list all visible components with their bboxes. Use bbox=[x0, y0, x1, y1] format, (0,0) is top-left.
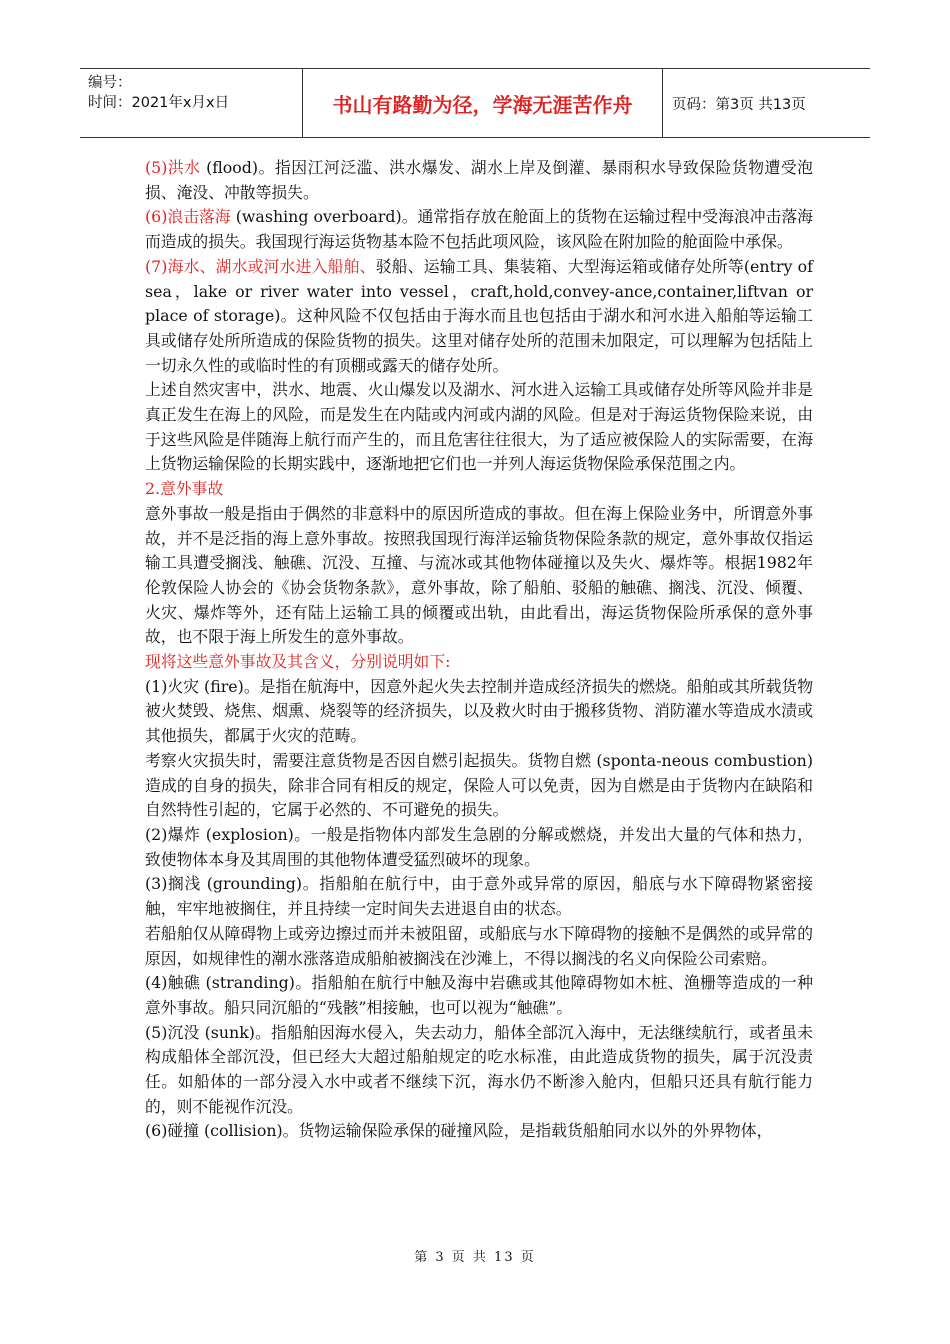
paragraph-text: (6)碰撞 (collision)。货物运输保险承保的碰撞风险，是指载货船舶同水以外的外界物体， bbox=[145, 1121, 773, 1141]
header-motto: 书山有路勤为径，学海无涯苦作舟 bbox=[303, 69, 663, 137]
paragraph-text: 若船舶仅从障碍物上或旁边擦过而并未被阻留，或船底与水下障碍物的接触不是偶然的或异常的原因，如规律性的潮水涨落造成船舶被搁浅在沙滩上，不得以搁浅的名义向保险公司索赔。 bbox=[145, 923, 813, 968]
paragraph-highlight: (7)海水、湖水或河水进入船舶、 bbox=[145, 256, 376, 276]
paragraph-text: (3)搁浅 (grounding)。指船舶在航行中，由于意外或异常的原因，船底与水下障碍物紧密接触，牢牢地被搁住，并且持续一定时间失去进退自由的状态。 bbox=[145, 874, 813, 919]
paragraph bbox=[145, 502, 813, 650]
paragraph bbox=[145, 378, 813, 477]
paragraph bbox=[145, 675, 813, 749]
section-intro bbox=[145, 650, 813, 675]
paragraph bbox=[145, 1119, 813, 1144]
paragraph-text: 考察火灾损失时，需要注意货物是否因自燃引起损失。货物自燃 (sponta-neous combustion)造成的自身的损失，除非合同有相反的规定，保险人可以免责，因为自燃是由于货物内在缺陷和自然特性引起的，它属于必然的、不可避免的损失。 bbox=[145, 750, 813, 820]
doc-time-label: 时间：2021年x月x日 bbox=[88, 95, 230, 111]
header-page-info: 页码：第3页 共13页 bbox=[672, 96, 806, 113]
paragraph bbox=[145, 971, 813, 1020]
section-heading bbox=[145, 477, 813, 502]
section-heading-text: 2.意外事故 bbox=[145, 479, 224, 499]
paragraph-text: (washing overboard)。通常指存放在舱面上的货物在运输过程中受海浪冲击落海而造成的损失。我国现行海运货物基本险不包括此项风险，该风险在附加险的舱面险中承保。 bbox=[145, 207, 813, 252]
paragraph-text: 上述自然灾害中，洪水、地震、火山爆发以及湖水、河水进入运输工具或储存处所等风险并非是真正发生在海上的风险，而是发生在内陆或内河或内湖的风险。但是对于海运货物保险来说，由于这些风险是伴随海上航行而产生的，而且危害往往很大，为了适应被保险人的实际需要，在海上货物运输保险的长期实践中，逐渐地把它们也一并列人海运货物保险承保范围之内。 bbox=[145, 380, 813, 474]
paragraph bbox=[145, 823, 813, 872]
paragraph-text: (4)触礁 (stranding)。指船舶在航行中触及海中岩礁或其他障碍物如木桩、渔栅等造成的一种意外事故。船只同沉船的“残骸”相接触，也可以视为“触礁”。 bbox=[145, 973, 813, 1017]
page-header bbox=[80, 68, 870, 138]
paragraph-text: (2)爆炸 (explosion)。一般是指物体内部发生急剧的分解或燃烧，并发出大量的气体和热力，致使物体本身及其周围的其他物体遭受猛烈破坏的现象。 bbox=[145, 824, 813, 869]
paragraph-text: (1)火灾 (fire)。是指在航海中，因意外起火失去控制并造成经济损失的燃烧。船舶或其所载货物被火焚毁、烧焦、烟熏、烧裂等的经济损失，以及救火时由于搬移货物、消防灌水等造成水渍或其他损失，都属于火灾的范畴。 bbox=[145, 676, 813, 746]
paragraph-text: (flood)。指因江河泛滥、洪水爆发、湖水上岸及倒灌、暴雨积水导致保险货物遭受泡损、淹没、冲散等损失。 bbox=[145, 158, 813, 202]
paragraph-text: 意外事故一般是指由于偶然的非意料中的原因所造成的事故。但在海上保险业务中，所谓意外事故，并不是泛指的海上意外事故。按照我国现行海洋运输货物保险条款的规定，意外事故仅指运输工具遭受搁浅、触礁、沉没、互撞、与流冰或其他物体碰撞以及失火、爆炸等。根据1982年伦敦保险人协会的《协会货物条款》，意外事故，除了船舶、驳船的触礁、搁浅、沉没、倾覆、火灾、爆炸等外，还有陆上运输工具的倾覆或出轨，由此看出，海运货物保险所承保的意外事故，也不限于海上所发生的意外事故。 bbox=[145, 503, 813, 647]
page-footer: 第 3 页 共 13 页 bbox=[414, 1250, 536, 1265]
paragraph bbox=[145, 205, 813, 254]
paragraph bbox=[145, 922, 813, 971]
paragraph-highlight: (5)洪水 bbox=[145, 158, 201, 177]
section-intro-text: 现将这些意外事故及其含义，分别说明如下: bbox=[145, 652, 451, 672]
doc-number-label: 编号： bbox=[88, 75, 132, 91]
paragraph bbox=[145, 1021, 813, 1120]
paragraph bbox=[145, 255, 813, 379]
paragraph bbox=[145, 872, 813, 921]
document-body bbox=[145, 156, 813, 1144]
paragraph-highlight: (6)浪击落海 bbox=[145, 207, 231, 227]
paragraph bbox=[145, 156, 813, 205]
header-meta bbox=[80, 69, 303, 137]
paragraph-text: 驳船、运输工具、集装箱、大型海运箱或储存处所等(entry of sea，lake or river water into vessel，craft,hold,convey-ance,container,liftvan or place of storage)。这种风险不仅包括由于海水而且也包括由于湖水和河水进入船舶等运输工具或储存处所所造成的保险货物的损失。这里对储存处所的范围未加限定，可以理解为包括陆上一切永久性的或临时性的有顶棚或露天的储存处所。 bbox=[145, 256, 813, 375]
paragraph bbox=[145, 749, 813, 823]
paragraph-text: (5)沉没 (sunk)。指船舶因海水侵入，失去动力，船体全部沉入海中，无法继续航行，或者虽未构成船体全部沉没，但已经大大超过船舶规定的吃水标准，由此造成货物的损失，属于沉没责任。如船体的一部分浸入水中或者不继续下沉，海水仍不断渗入舱内，但船只还具有航行能力的，则不能视作沉没。 bbox=[145, 1022, 813, 1116]
